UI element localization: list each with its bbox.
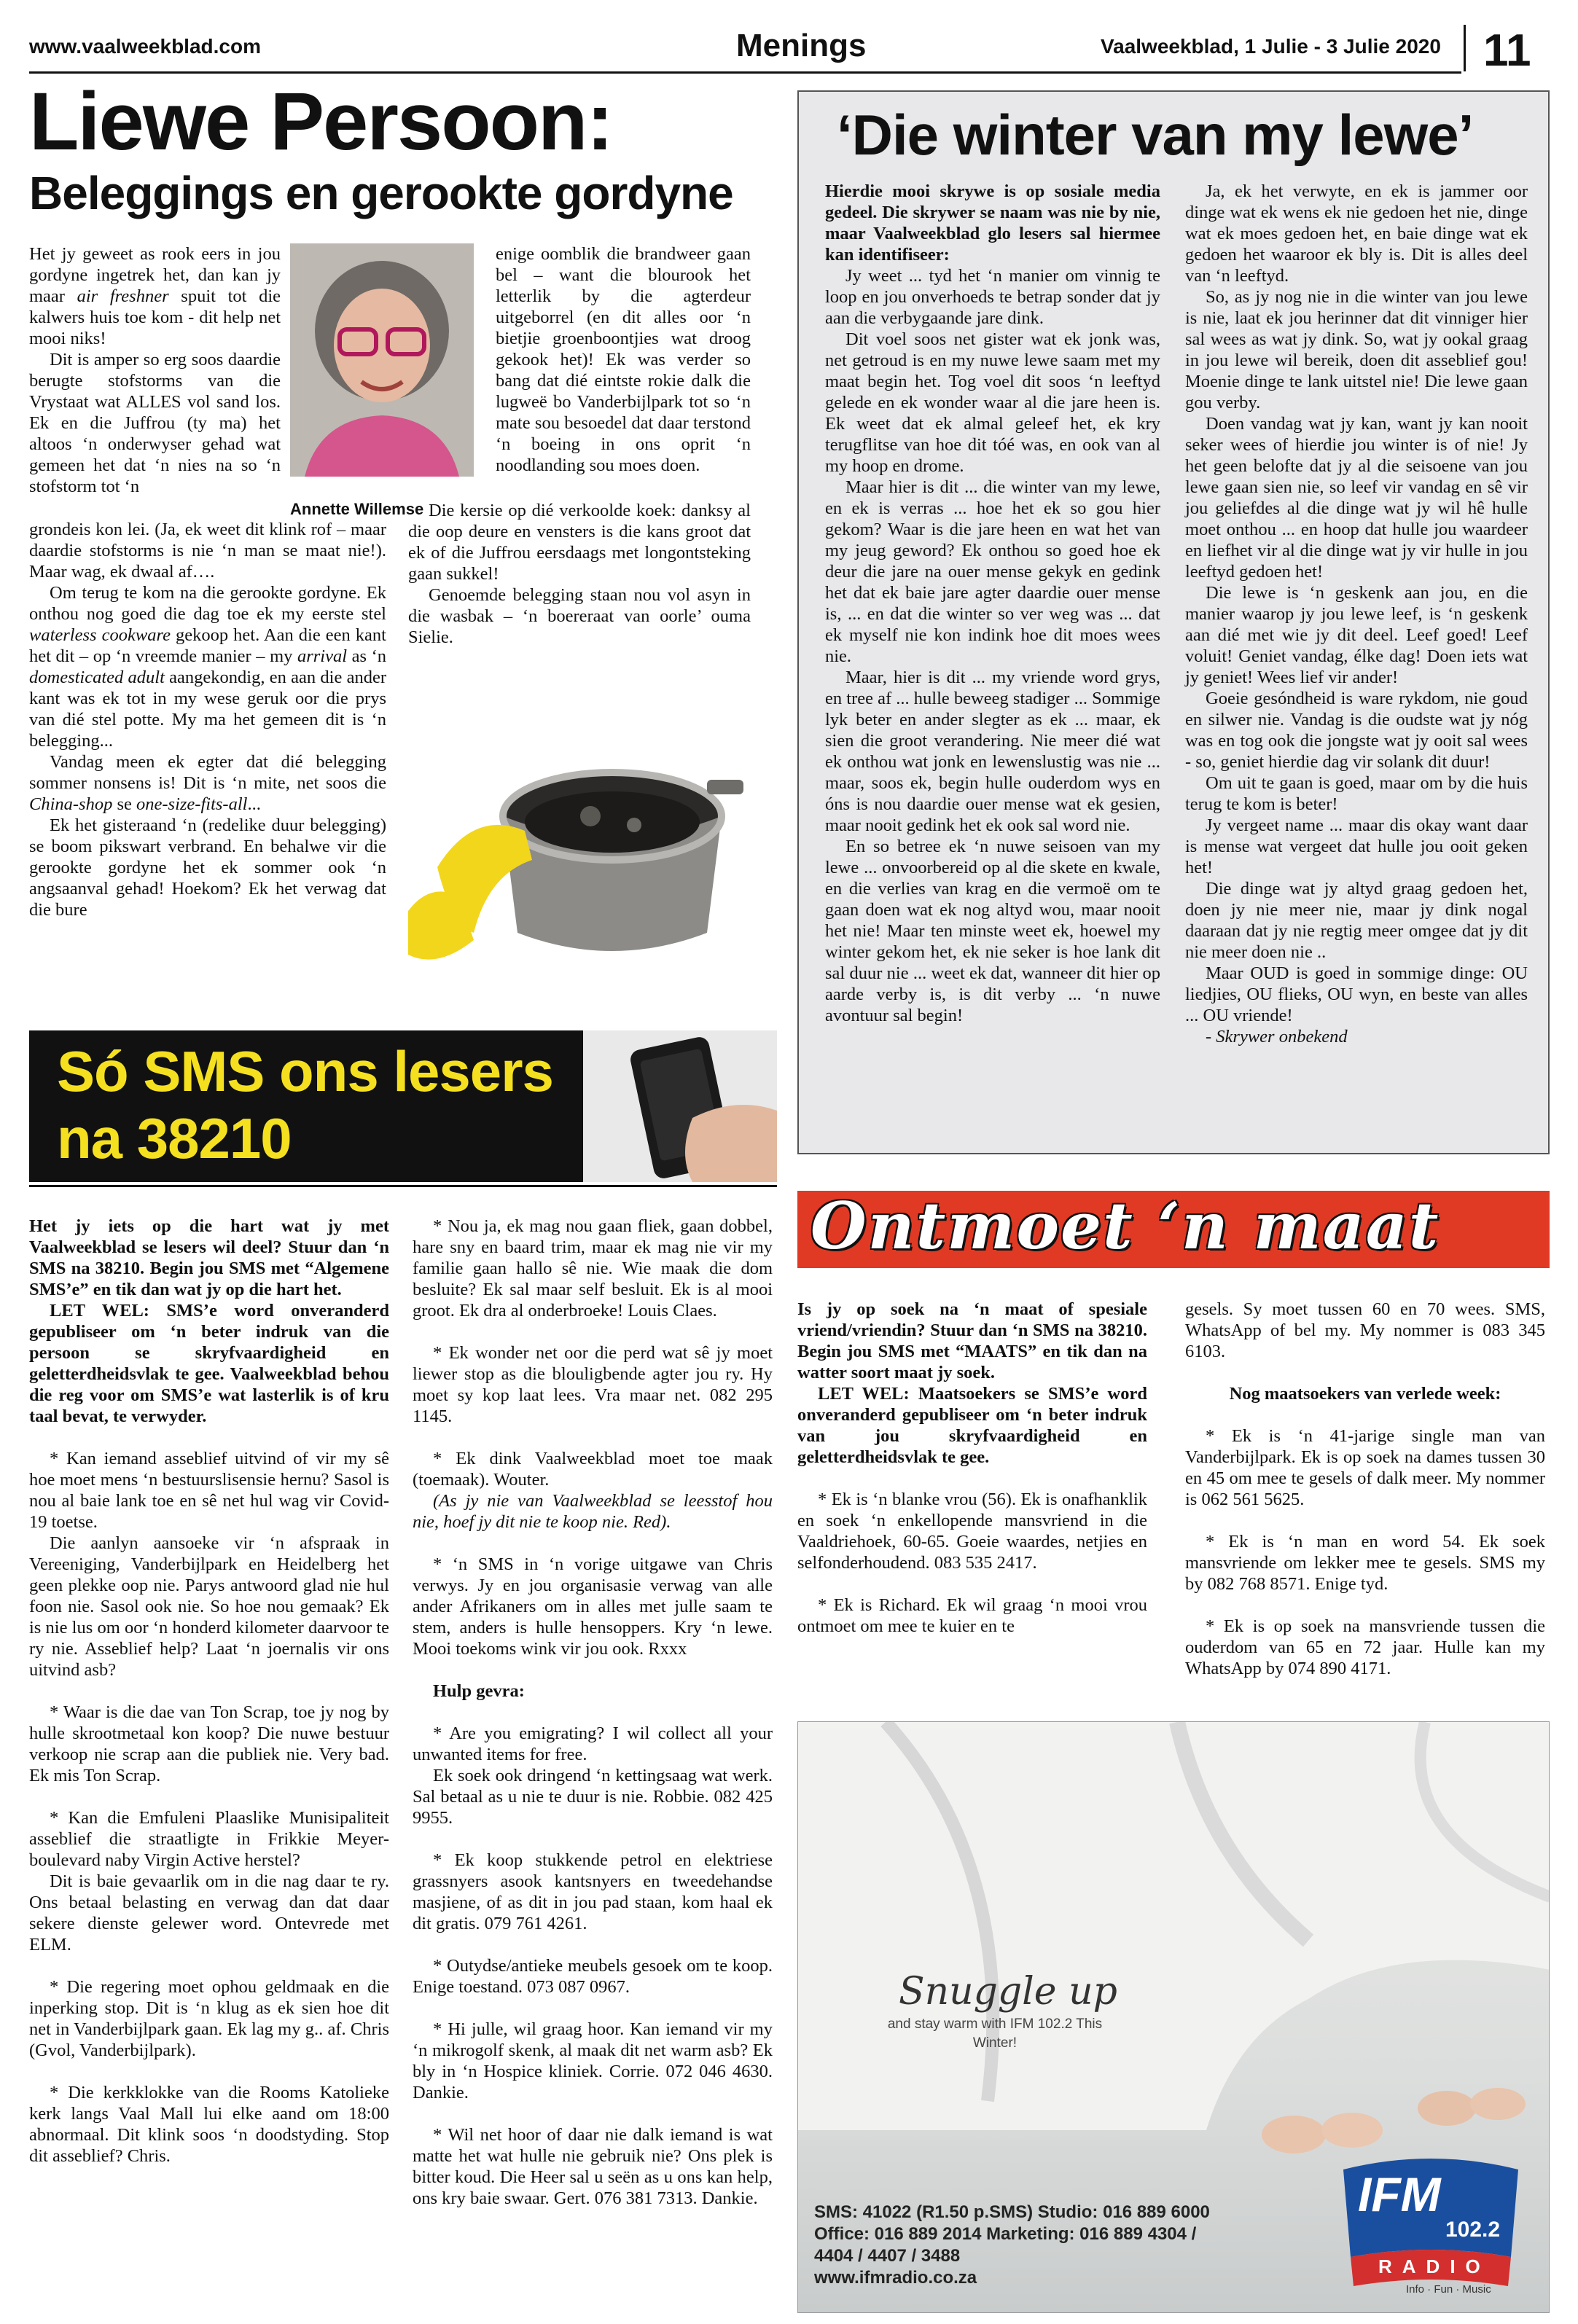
issue-date: Vaalweekblad, 1 Julie - 3 Julie 2020	[1101, 35, 1441, 58]
page-number: 11	[1483, 26, 1531, 76]
article-subtitle: Beleggings en gerookte gordyne	[29, 167, 733, 219]
header-rule	[29, 71, 1461, 74]
ontmoet-col1: Is jy op soek na ‘n maat of spesiale vriend/vriendin? Stuur dan ‘n SMS na 38210. Begin jou SMS met “MAATS” en tik dan na watter soort maat jy soek. LET WEL: Maatsoekers se SMS’e word onveranderd gepubliseer om ‘n beter indruk van jou skryfvaardigheid en geletterdheidsvlak te gee. * Ek is ‘n blanke vrou (56). Ek is onafhanklik en soek ‘n enkellopende mansvriend in die Vaaldriehoek, 60-65. Goeie waardes, netjies en selfonderhoudend. 083 535 2417. * Ek is Richard. Ek wil graag ‘n mooi vrou ontmoet om mee te kuier en te	[797, 1299, 1147, 1636]
phone-hand-image	[583, 1030, 777, 1182]
ontmoet-banner-text: Ontmoet ‘n maat	[811, 1191, 1440, 1264]
sms-col1: Het jy iets op die hart wat jy met Vaalweekblad se lesers wil deel? Stuur dan ‘n SMS na 38210. Begin jou SMS met “Algemene SMS’e” en tik dan wat jy op die hart het. LET WEL: SMS’e word onveranderd gepubliseer om ‘n beter indruk van die persoon se skryfvaardigheid en geletterdheidsvlak te gee. Vaalweekblad behou die reg voor om SMS’e wat lasterlik is of kru taal bevat, te verwyder. * Kan iemand asseblief uitvind of vir my sê hoe moet mens ‘n bestuurslisensie hernu? Sasol is nou al baie lank toe en sê net hul wag vir Covid-19 toetse. Die aanlyn aansoeke vir ‘n afspraak in Vereeniging, Vanderbijlpark en Heidelberg het geen plekke oop nie. Parys antwoord glad nie hul foon nie. Sasol ook nie. So hoe nou gemaak? Ek is nie lus om oor ‘n honderd kilometer daarvoor te ry nie. Asseblief help? Laat ‘n joernalis vir ons uitvind asb? * Waar is die dae van Ton Scrap, toe jy nog by hulle skrootmetaal kon koop? Die nuwe bestuur verkoop nie scrap aan die publiek nie. Very bad. Ek mis Ton Scrap. * Kan die Emfuleni Plaaslike Munisipaliteit asseblief die straatligte in Frikkie Meyer-boulevard naby Virgin Active herstel? Dit is baie gevaarlik om in die nag daar te ry. Ons betaal belasting en verwag dan dat daar sekere dienste gelewer word. Ontevrede met ELM. * Die regering moet ophou geldmaak en die inperking stop. Dit is ‘n klug as ek sien hoe dit net in Vanderbijlpark gaan. Ek lag my g.. af. Chris (Gvol, Vanderbijlpark). * Die kerkklokke van die Rooms Katolieke kerk langs Vaal Mall lui elke aand om 18:00 abnormaal. Dit klink soos ‘n doodstyding. Stop dit asseblief? Chris.	[29, 1216, 389, 2166]
ifm-logo-text: IFM	[1358, 2167, 1441, 2221]
winter-title: ‘Die winter van my lewe’	[837, 103, 1474, 167]
photo-caption: Annette Willemse	[290, 500, 424, 518]
liewe-col1-bottom: grondeis kon lei. (Ja, ek weet dit klink rof – maar daardie stofstorms is nie ‘n man se maat nie!). Maar wag, ek dwaal af…. Om terug te kom na die gerookte gordyne. Ek onthou nog goed die dag toe ek my eerste stel waterless cookware gekoop het. Aan die een kant het dit – op ‘n vreemde manier – my arrival as ‘n domesticated adult aangekondig, en aan die ander kant was ek tot in my wese geruk oor die prys van dié stel potte. My ma het gemeen dit is ‘n belegging... Vandag meen ek egter dat dié belegging sommer nonsens is! Dit is ‘n mite, net soos die China-shop se one-size-fits-all... Ek het gisteraand ‘n (redelike duur belegging) se boom pikswart verbrand. En behalwe vir die gerookte gordyne het ek sommer ook ‘n angsaanval gehad! Hoekom? Ek het verwag dat die bure	[29, 520, 387, 920]
ontmoet-banner	[797, 1191, 1550, 1268]
ifm-logo-freq: 102.2	[1445, 2218, 1501, 2242]
ifm-logo-radio: RADIO	[1378, 2255, 1491, 2277]
winter-signoff: - Skrywer onbekend	[1206, 1027, 1348, 1046]
ifm-logo-tag: Info · Fun · Music	[1406, 2283, 1491, 2296]
ad-headline: Snuggle up	[899, 1970, 1117, 2014]
winter-col1: Hierdie mooi skrywe is op sosiale media gedeel. Die skrywer se naam was nie by nie, maar Vaalweekblad glo lesers sal hiermee kan identifiseer: Jy weet ... tyd het ‘n manier om vinnig te loop en jou onverhoeds te betrap sonder dat jy aan die verbygaande jare dink. Dit voel soos net gister wat ek jonk was, net getroud is en my nuwe lewe saam met my maat begin het. Tog voel dit soos ‘n leeftyd gelede en ek wonder waar al die jare heen is. Ek weet dat ek almal geleef het, ek kry terugflitse van hoe dit tóé was, en ook van al my hoop en drome. Maar hier is dit ... die winter van my lewe, en ek is verras ... hoe het ek so gou hier gekom? Waar is die jare heen en wat het van my jeug geword? Ek onthou so goed hoe ek deur die jare na ouer mense gekyk en gedink het dat ek baie jare agter daardie ouer mense is, ... en dat die winter so ver weg was ... dat ek myself nie kon indink hoe dit moes wees nie. Maar, hier is dit ... my vriende word grys, en tree af ... hulle beweeg stadiger ... Sommige lyk beter en ander slegter as ek ... maar, ek sien die groot verandering. Nie meer dié wat ek onthou wat jonk en lewenslustig was nie ... maar, soos ek, begin hulle ouderdom wys en óns is nou daardie ouer mense wat ek gesien, maar nooit gedink het ek ook sal word nie. En so betree ek ‘n nuwe seisoen van my lewe ... onvoorbereid op al die skete en kwale, en die verlies van krag en die vermoë om te gaan doen wat ek nog altyd wou, maar nooit het nie! Maar ten minste weet ek, hoewel my winter gekom het, ek nie seker is hoe lank dit sal duur nie ... weet ek dat, wanneer dit hier op aarde verby is, is dit verby ... ‘n nuwe avontuur sal begin!	[825, 181, 1160, 1025]
ad-tagline: and stay warm with IFM 102.2 This Winter!	[887, 2016, 1103, 2051]
winter-col2: Ja, ek het verwyte, en ek is jammer oor dinge wat ek wens ek nie gedoen het nie, dinge wat ek moes gedoen het, en baie dinge wat ek gedoen het waaroor ek bly is. Dit is alles deel van ‘n leeftyd. So, as jy nog nie in die winter van jou lewe is nie, laat ek jou herinner dat dit vinniger hier sal wees as wat jy dink. So, wat jy ookal graag in jou lewe wil bereik, doen dit asseblief gou! Moenie dinge te lank uitstel nie! Die lewe gaan gou verby. Doen vandag wat jy kan, want jy kan nooit seker wees of hierdie jou winter is of nie! Jy het geen belofte dat jy al die seisoene van jou lewe gaan sien nie, so leef vir vandag en sê vir jou geliefdes al die dinge wat jy wil hê hulle moet onthou ... en hoop dat hulle jou waardeer en liefhet vir al die dinge wat jy vir hulle in jou leeftyd gedoen het! Die lewe is ‘n geskenk aan jou, en die manier waarop jy jou lewe leef, is ‘n geskenk aan dié met wie jy dit deel. Leef goed! Leef voluit! Geniet vandag, élke dag! Doen iets wat jy geniet! Wees lief vir ander! Goeie gesóndheid is ware rykdom, nie goud en silwer nie. Vandag is die oudste wat jy nóg was en tog ook die jongste wat jy ooit sal wees - so, geniet hierdie dag vir solank dit duur! Om uit te gaan is goed, maar om by die huis terug te kom is beter! Jy vergeet name ... maar dis okay want daar is mense wat vergeet dat hulle jou ooit geken het! Die dinge wat jy altyd graag gedoen het, doen jy nie meer nie, maar jy dink nogal daaraan dat jy nie regtig meer omgee dat jy dit nie meer doen nie .. Maar OUD is goed in sommige dinge: OU liedjies, OU flieks, OU wyn, en beste van alles ... OU vriende! - Skrywer onbekend	[1185, 181, 1528, 1046]
sms-banner-line2: na 38210	[57, 1106, 292, 1170]
sms-rule	[29, 1185, 777, 1187]
liewe-col2-bottom: Die kersie op dié verkoolde koek: danksy al die oop deure en vensters is die kans groot dat ek of die Juffrou eersdaags met longontsteking gaan sukkel! Genoemde belegging staan nou vol asyn in die wasbak – ‘n boereraat van oorle’ ouma Sielie.	[408, 501, 751, 647]
liewe-col2-top: enige oomblik die brandweer gaan bel – want die blourook het letterlik by die agterdeur uitgeborrel (en dit alles oor ‘n bietjie groenboontjies wat droog gekook het)! Ek was verder so bang dat dié eintste rokie dalk die lugweë bo Vanderbijlpark tot so ‘n mate sou besoedel dat daar terstond ‘n boeing in ons oprit ‘n noodlanding sou moes doen.	[496, 244, 751, 475]
liewe-col1-top: Het jy geweet as rook eers in jou gordyne ingetrek het, dan kan jy maar air freshner spuit tot die kalwers huis toe kom - dit help net mooi niks! Dit is amper so erg soos daardie berugte stofstorms van die Vrystaat wat ALLES vol sand los. Ek en die Juffrou (ty ma) het altoos ‘n onderwyser gehad wat gemeen het dat ‘n nies na so ‘n stofstorm tot ‘n	[29, 244, 281, 496]
sms-col2: * Nou ja, ek mag nou gaan fliek, gaan dobbel, hare sny en baard trim, maar ek mag nie vir my familie gaan hallo sê nie. Wie maak die dom besluite? Ek sal maar self besluit. Ek is al mooi groot. Ek dra al onderbroeke! Louis Claes. * Ek wonder net oor die perd wat sê jy moet liewer stop as die blouligbende agter jou ry. Hy moet sy kop laat lees. Vra maar net. 082 295 1145. * Ek dink Vaalweekblad moet toe maak (toemaak). Wouter. (As jy nie van Vaalweekblad se leesstof hou nie, hoef jy dit nie te koop nie. Red). * ‘n SMS in ‘n vorige uitgawe van Chris verwys. Jy en jou organisasie verwag van alle ander Afrikaners om in alles met julle saam te stem, anders is hulle hensoppers. Kry ‘n lewe. Mooi toekoms wink vir jou ook. Rxxx Hulp gevra: * Are you emigrating? I wil collect all your unwanted items for free. Ek soek ook dringend ‘n kettingsaag wat werk. Sal betaal as u nie te duur is nie. Robbie. 082 425 9955. * Ek koop stukkende petrol en elektriese grassnyers asook kantsnyers en tweedehandse masjiene, of as dit in jou pad staan, kom haal ek dit gratis. 079 761 4261. * Outydse/antieke meubels gesoek om te koop. Enige toestand. 073 087 0967. * Hi julle, wil graag hoor. Kan iemand vir my ‘n mikrogolf skenk, al maak dit net warm asb? Ek bly in ‘n Hospice kliniek. Corrie. 072 046 4630. Dankie. * Wil net hoor of daar nie dalk iemand is wat matte het wat hulle nie gebruik nie? Ons plek is bitter koud. Die Heer sal u seën as u ons kan help, ons kry baie swaar. Gert. 076 381 7313. Dankie.	[413, 1216, 773, 2208]
ad-contact-info: SMS: 41022 (R1.50 p.SMS) Studio: 016 889 6000 Office: 016 889 2014 Marketing: 016 889 4304 / 4404 / 4407 / 3488 www.ifmradio.co.za	[814, 2202, 1210, 2288]
header-divider	[1464, 25, 1466, 71]
sms-banner	[29, 1030, 777, 1182]
site-url[interactable]: www.vaalweekblad.com	[29, 35, 261, 58]
ontmoet-col2: gesels. Sy moet tussen 60 en 70 wees. SMS, WhatsApp of bel my. My nommer is 083 345 6103. Nog maatsoekers van verlede week: * Ek is ‘n 41-jarige single man van Vanderbijlpark. Ek is op soek na dames tussen 30 en 45 om mee te gesels of dalk meer. My nommer is 062 561 5625. * Ek is ‘n man en word 54. Ek soek mansvriende om lekker mee te gesels. SMS my by 082 768 8571. Enige tyd. * Ek is op soek na mansvriende tussen die ouderdom van 65 en 72 jaar. Hulle kan my WhatsApp by 074 890 4171.	[1185, 1299, 1545, 1678]
ifm-logo	[1336, 2148, 1526, 2301]
article-title: Liewe Persoon:	[29, 76, 612, 167]
author-photo	[290, 243, 474, 477]
section-title: Menings	[736, 28, 867, 63]
ifm-radio-ad[interactable]	[797, 1721, 1550, 2313]
burnt-pot-photo	[408, 692, 751, 991]
sms-banner-line1: Só SMS ons lesers	[57, 1039, 553, 1103]
